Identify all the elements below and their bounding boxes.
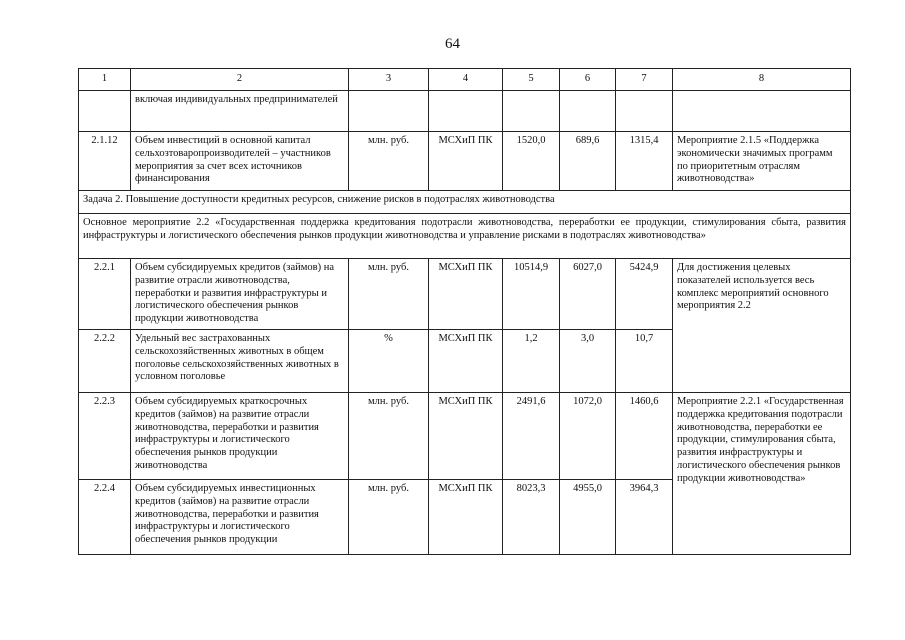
table-row: [79, 91, 851, 132]
indicator-name: включая индивидуальных предпринимателей: [131, 91, 349, 132]
header-cell: 3: [349, 69, 429, 91]
value-col7: 1460,6: [616, 393, 673, 480]
value-col7: 5424,9: [616, 259, 673, 330]
task-title: Задача 2. Повышение доступности кредитных ресурсов, снижение рисков в подотраслях животноводства: [79, 191, 851, 214]
value-col6: 689,6: [560, 132, 616, 191]
value-col5: 8023,3: [503, 480, 560, 555]
row-code: 2.2.2: [79, 330, 131, 393]
executor: МСХиП ПК: [429, 259, 503, 330]
unit: млн. руб.: [349, 132, 429, 191]
task-row: [79, 191, 851, 214]
header-cell: 1: [79, 69, 131, 91]
executor: МСХиП ПК: [429, 393, 503, 480]
table-row: [79, 132, 851, 191]
header-cell: 2: [131, 69, 349, 91]
executor: МСХиП ПК: [429, 330, 503, 393]
value-col6: 4955,0: [560, 480, 616, 555]
value-col7: 3964,3: [616, 480, 673, 555]
indicator-name: Объем субсидируемых кредитов (займов) на развитие отрасли животноводства, переработки и развития инфраструктуры и логистического обеспечения рынков продукции животноводства: [131, 259, 349, 330]
row-code: 2.1.12: [79, 132, 131, 191]
indicator-name: Объем инвестиций в основной капитал сельхозтоваропроизводителей – участников мероприятия за счет всех источников финансирования: [131, 132, 349, 191]
header-cell: 8: [673, 69, 851, 91]
value-col5: 1520,0: [503, 132, 560, 191]
header-cell: 4: [429, 69, 503, 91]
header-cell: 7: [616, 69, 673, 91]
header-row: [79, 69, 851, 91]
unit: млн. руб.: [349, 480, 429, 555]
header-cell: 5: [503, 69, 560, 91]
note: Мероприятие 2.2.1 «Государственная поддержка кредитования подотрасли животноводства, переработки ее продукции, стимулирования сбыта, развития инфраструктуры и логистического обеспечения рынков продукции животноводства»: [673, 393, 851, 555]
value-col6: 6027,0: [560, 259, 616, 330]
main-activity-row: [79, 214, 851, 259]
page-number: 64: [445, 36, 460, 52]
value-col6: 3,0: [560, 330, 616, 393]
value-col5: 10514,9: [503, 259, 560, 330]
unit: %: [349, 330, 429, 393]
value-col5: 2491,6: [503, 393, 560, 480]
executor: МСХиП ПК: [429, 480, 503, 555]
table-row: [79, 259, 851, 330]
header-cell: 6: [560, 69, 616, 91]
value-col7: 1315,4: [616, 132, 673, 191]
value-col7: 10,7: [616, 330, 673, 393]
unit: млн. руб.: [349, 259, 429, 330]
unit: млн. руб.: [349, 393, 429, 480]
indicators-table: [78, 68, 851, 555]
row-code: 2.2.4: [79, 480, 131, 555]
indicator-name: Удельный вес застрахованных сельскохозяйственных животных в общем поголовье сельскохозяйственных животных в условном поголовье: [131, 330, 349, 393]
indicator-name: Объем субсидируемых краткосрочных кредитов (займов) на развитие отрасли животноводства, переработки и развития инфраструктуры и логистического обеспечения рынков продукции животноводства: [131, 393, 349, 480]
value-col5: 1,2: [503, 330, 560, 393]
note: Для достижения целевых показателей используется весь комплекс мероприятий основного мероприятия 2.2: [673, 259, 851, 393]
row-code: 2.2.1: [79, 259, 131, 330]
table-row: [79, 393, 851, 480]
main-activity-title: Основное мероприятие 2.2 «Государственная поддержка кредитования подотрасли животноводства, переработки ее продукции, стимулирования сбыта, развития инфраструктуры и логистического обеспечения рынков продукции животноводства и управление рисками в подотраслях животноводства»: [79, 214, 851, 259]
executor: МСХиП ПК: [429, 132, 503, 191]
value-col6: 1072,0: [560, 393, 616, 480]
row-code: 2.2.3: [79, 393, 131, 480]
note: Мероприятие 2.1.5 «Поддержка экономически значимых программ по приоритетным отраслям животноводства»: [673, 132, 851, 191]
indicator-name: Объем субсидируемых инвестиционных кредитов (займов) на развитие отрасли животноводства, переработки и развития инфраструктуры и логистического обеспечения рынков продукции: [131, 480, 349, 555]
